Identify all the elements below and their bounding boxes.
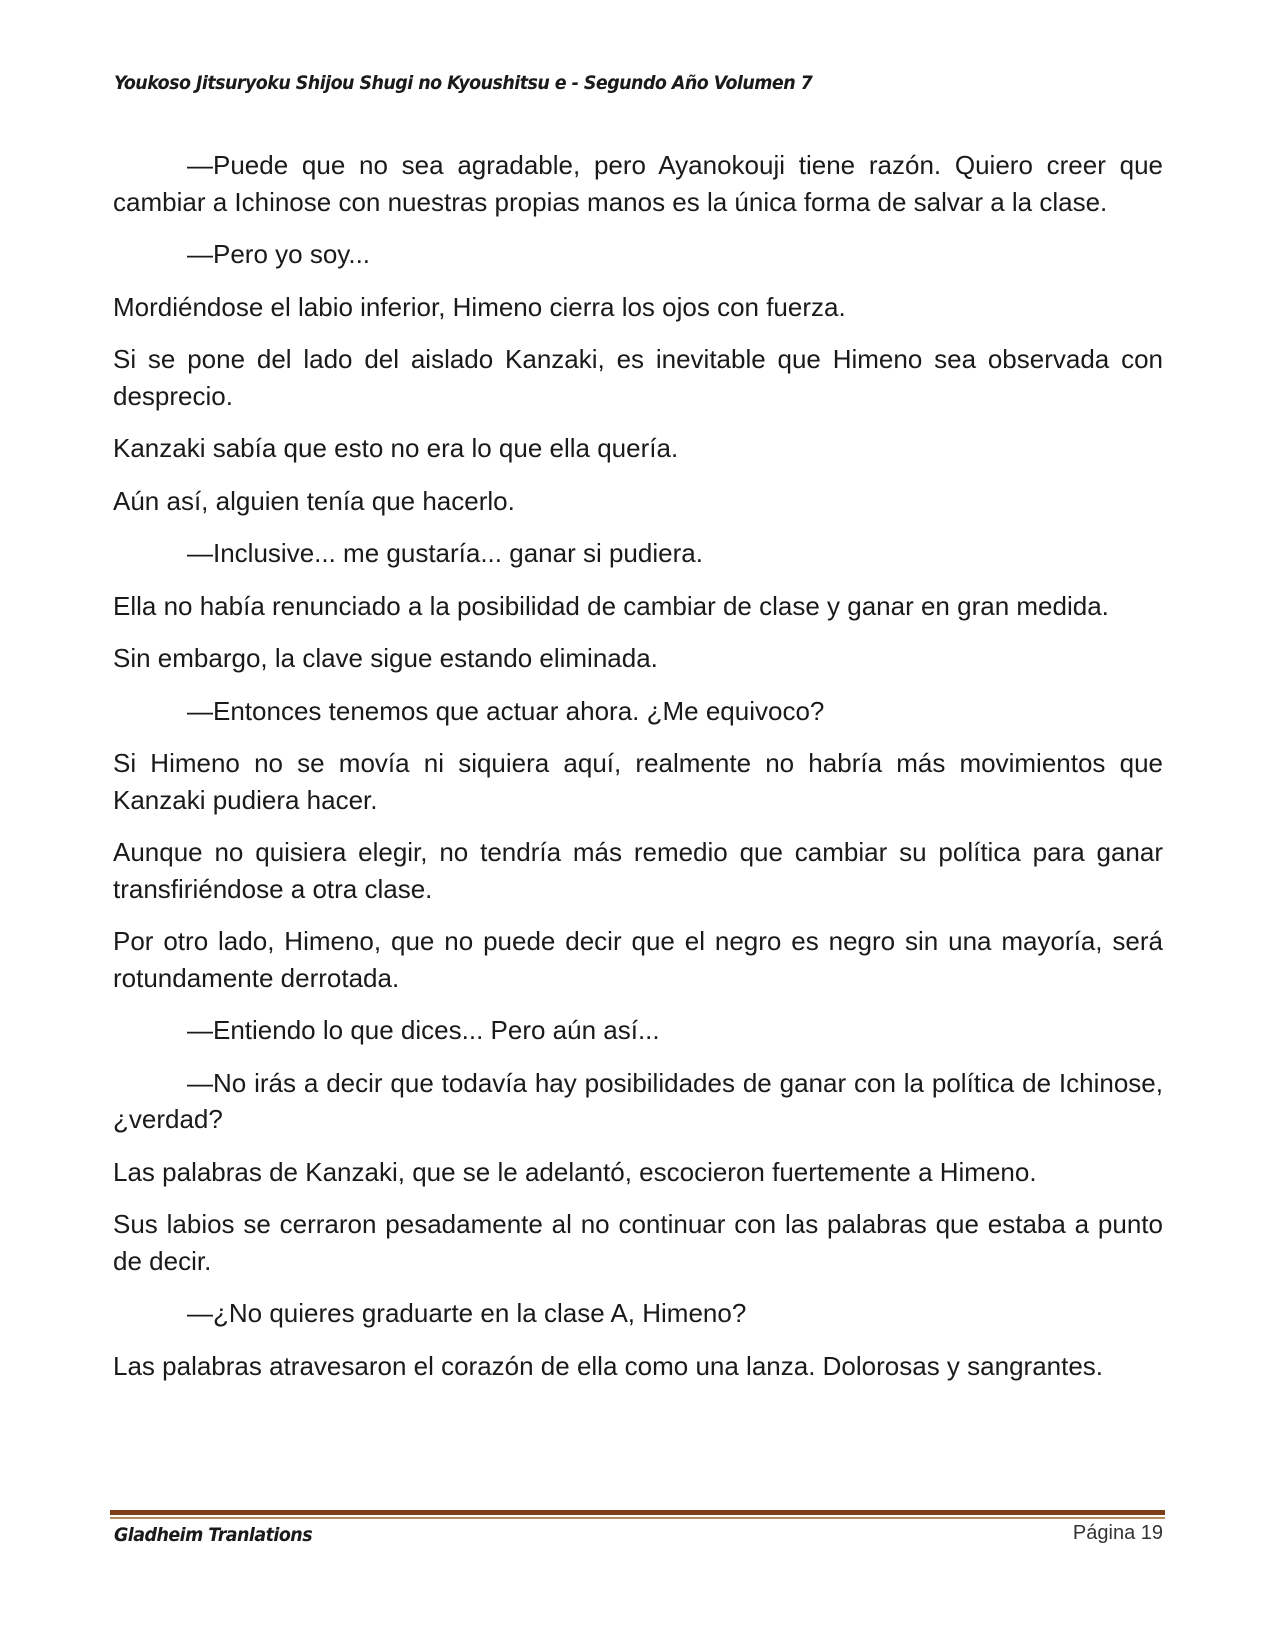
paragraph: —No irás a decir que todavía hay posibilidades de ganar con la política de Ichinose, ¿verdad? [113,1067,1163,1134]
paragraph: Las palabras atravesaron el corazón de ella como una lanza. Dolorosas y sangrantes. [113,1350,1104,1381]
paragraph: —¿No quieres graduarte en la clase A, Himeno? [187,1298,747,1328]
paragraph: Si Himeno no se movía ni siquiera aquí, realmente no habría más movimientos que Kanzaki pudiera hacer. [113,748,1163,815]
paragraph: Sus labios se cerraron pesadamente al no continuar con las palabras que estaba a punto de decir. [113,1209,1163,1276]
running-header: Youkoso Jitsuryoku Shijou Shugi no Kyoushitsu e - Segundo Año Volumen 7 [114,72,813,94]
paragraph: —Puede que no sea agradable, pero Ayanokouji tiene razón. Quiero creer que cambiar a Ichinose con nuestras propias manos es la única forma de salvar a la clase. [113,150,1163,217]
paragraph: Aunque no quisiera elegir, no tendría más remedio que cambiar su política para ganar transfiriéndose a otra clase. [113,837,1163,904]
paragraph: —Entiendo lo que dices... Pero aún así... [187,1015,660,1045]
paragraph: Mordiéndose el labio inferior, Himeno cierra los ojos con fuerza. [113,291,846,322]
footer-rule [110,1510,1165,1515]
paragraph: Si se pone del lado del aislado Kanzaki, es inevitable que Himeno sea observada con desprecio. [113,344,1163,411]
paragraph: Kanzaki sabía que esto no era lo que ella quería. [113,433,679,463]
paragraph: Por otro lado, Himeno, que no puede decir que el negro es negro sin una mayoría, será rotundamente derrotada. [113,926,1163,993]
paragraph: Ella no había renunciado a la posibilidad de cambiar de clase y ganar en gran medida. [113,590,1109,621]
footer-rule-thin [110,1517,1165,1519]
body-text [113,147,1163,1400]
footer-publisher: Gladheim Tranlations [114,1524,313,1546]
paragraph: Aún así, alguien tenía que hacerlo. [113,485,515,516]
paragraph: —Entonces tenemos que actuar ahora. ¿Me equivoco? [187,695,825,726]
paragraph: Sin embargo, la clave sigue estando eliminada. [113,643,658,673]
paragraph: Las palabras de Kanzaki, que se le adelantó, escocieron fuertemente a Himeno. [113,1156,1037,1187]
page-number: Página 19 [1072,1522,1163,1544]
paragraph: —Pero yo soy... [187,239,371,269]
paragraph: —Inclusive... me gustaría... ganar si pudiera. [187,538,703,568]
